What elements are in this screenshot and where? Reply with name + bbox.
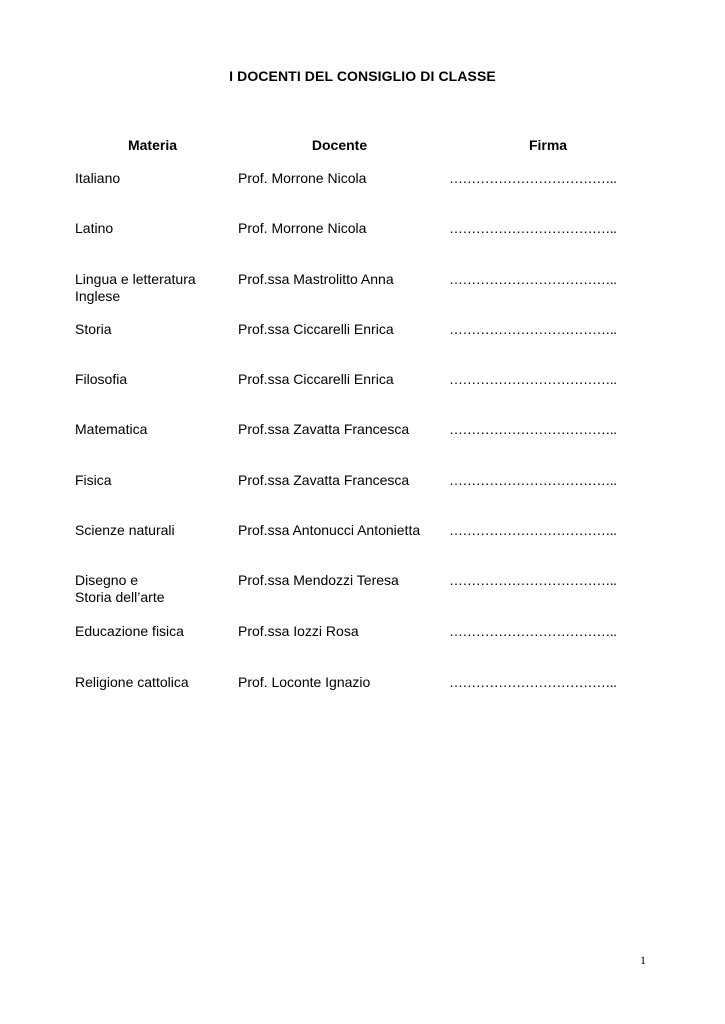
firma-signature-line: ……………………………….. (449, 674, 617, 690)
docente-cell: Prof.ssa Mendozzi Teresa (238, 572, 399, 588)
materia-cell: Religione cattolica (75, 674, 189, 690)
materia-cell: Matematica (75, 421, 148, 437)
firma-signature-line: ……………………………….. (449, 472, 617, 488)
firma-signature-line: ……………………………….. (449, 170, 617, 186)
materia-cell: Educazione fisica (75, 623, 184, 639)
docente-cell: Prof.ssa Zavatta Francesca (238, 472, 410, 488)
materia-cell: Latino (75, 220, 114, 236)
docente-cell: Prof. Morrone Nicola (238, 220, 367, 236)
docente-cell: Prof.ssa Antonucci Antonietta (238, 522, 421, 538)
firma-signature-line: ……………………………….. (449, 522, 617, 538)
docente-cell: Prof.ssa Mastrolitto Anna (238, 271, 394, 287)
materia-cell: Storia (75, 321, 112, 337)
document-title: I DOCENTI DEL CONSIGLIO DI CLASSE (229, 68, 496, 84)
docente-cell: Prof.ssa Iozzi Rosa (238, 623, 359, 639)
column-header-firma: Firma (528, 137, 568, 153)
docente-cell: Prof. Morrone Nicola (238, 170, 367, 186)
firma-signature-line: ……………………………….. (449, 371, 617, 387)
materia-cell: Disegno e Storia dell’arte (75, 572, 165, 605)
firma-signature-line: ……………………………….. (449, 623, 617, 639)
column-header-docente: Docente (311, 137, 368, 153)
page-number: 1 (640, 953, 646, 967)
materia-cell: Scienze naturali (75, 522, 175, 538)
firma-signature-line: ……………………………….. (449, 271, 617, 287)
docente-cell: Prof.ssa Zavatta Francesca (238, 421, 410, 437)
firma-signature-line: ……………………………….. (449, 220, 617, 236)
column-header-materia: Materia (127, 137, 178, 153)
docente-cell: Prof. Loconte Ignazio (238, 674, 371, 690)
firma-signature-line: ……………………………….. (449, 321, 617, 337)
firma-signature-line: ……………………………….. (449, 421, 617, 437)
materia-cell: Filosofia (75, 371, 128, 387)
materia-cell: Fisica (75, 472, 112, 488)
firma-signature-line: ……………………………….. (449, 572, 617, 588)
docente-cell: Prof.ssa Ciccarelli Enrica (238, 371, 394, 387)
materia-cell: Italiano (75, 170, 121, 186)
docente-cell: Prof.ssa Ciccarelli Enrica (238, 321, 394, 337)
materia-cell: Lingua e letteratura Inglese (75, 271, 196, 304)
